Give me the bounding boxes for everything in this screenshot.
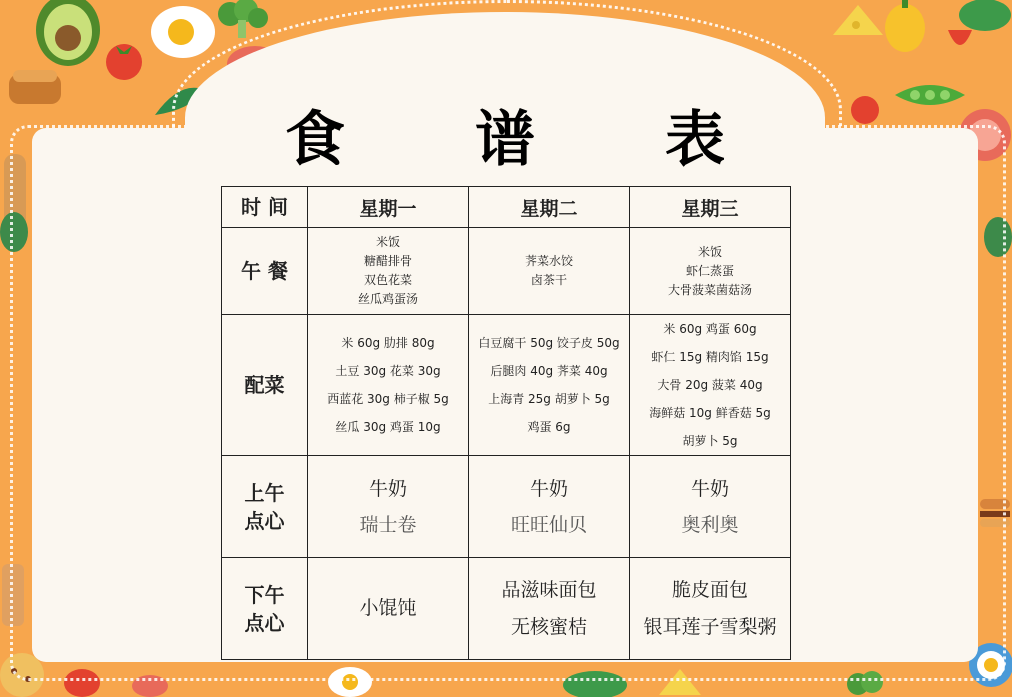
tomato-icon xyxy=(100,38,148,80)
morning-snack-row xyxy=(222,456,791,558)
ingredients-cell xyxy=(308,315,469,456)
label-line: 上午 xyxy=(244,480,285,505)
dish: 虾仁蒸蛋 xyxy=(685,263,734,278)
egg-icon xyxy=(148,2,218,62)
snack-cell xyxy=(630,456,791,558)
dish: 米饭 xyxy=(375,235,400,249)
afternoon-snack-row xyxy=(222,558,791,660)
lunch-cell xyxy=(308,228,469,315)
ingredient-line: 鸡蛋 6g xyxy=(527,420,571,434)
snack-item: 牛奶 xyxy=(690,477,729,500)
ingredient-line: 胡萝卜 5g xyxy=(682,434,738,448)
ingredient-line: 海鲜菇 10g 鲜香菇 5g xyxy=(649,406,771,420)
title-char: 食 xyxy=(285,105,347,175)
ingredient-line: 米 60g 鸡蛋 60g xyxy=(663,322,757,336)
label-line: 点心 xyxy=(244,610,285,635)
snack-item: 奥利奥 xyxy=(681,513,739,536)
time-header: 时 间 xyxy=(222,187,308,228)
ingredient-line: 土豆 30g 花菜 30g xyxy=(335,364,441,378)
lunch-label: 午 餐 xyxy=(222,228,308,315)
header-row xyxy=(222,187,791,228)
dish: 大骨菠菜菌菇汤 xyxy=(667,282,752,297)
day-header: 星期一 xyxy=(308,187,469,228)
snack-cell xyxy=(469,456,630,558)
pepper-icon xyxy=(880,0,930,55)
label-line: 下午 xyxy=(244,582,285,607)
snack-item: 旺旺仙贝 xyxy=(510,513,587,536)
snack-item: 牛奶 xyxy=(529,477,568,500)
ingredients-row xyxy=(222,315,791,456)
ingredient-line: 白豆腐干 50g 饺子皮 50g xyxy=(478,336,620,350)
dish: 卤茶干 xyxy=(530,273,567,287)
lettuce-icon xyxy=(955,0,1012,35)
ingredient-line: 西蓝花 30g 柿子椒 5g xyxy=(327,392,449,406)
snack-cell xyxy=(630,558,791,660)
snack-item: 瑞士卷 xyxy=(359,513,417,536)
dish: 丝瓜鸡蛋汤 xyxy=(357,292,418,306)
dish: 双色花菜 xyxy=(363,273,412,287)
label-line: 点心 xyxy=(244,508,285,533)
dish: 荠菜水饺 xyxy=(524,254,573,268)
title-char: 表 xyxy=(665,105,727,175)
dish: 米饭 xyxy=(697,244,722,259)
snack-item: 小馄饨 xyxy=(359,597,417,619)
snack-item: 银耳莲子雪梨粥 xyxy=(643,615,777,638)
menu-table xyxy=(221,186,791,660)
ingredients-label: 配菜 xyxy=(222,315,308,456)
ingredient-line: 大骨 20g 菠菜 40g xyxy=(657,378,763,392)
snack-item: 无核蜜桔 xyxy=(510,615,587,638)
lunch-row xyxy=(222,228,791,315)
ingredient-line: 虾仁 15g 精肉馅 15g xyxy=(651,350,769,364)
ingredient-line: 丝瓜 30g 鸡蛋 10g xyxy=(335,420,441,434)
ingredients-cell xyxy=(469,315,630,456)
snack-item: 品滋味面包 xyxy=(501,578,597,601)
day-header: 星期三 xyxy=(630,187,791,228)
ingredient-line: 米 60g 肋排 80g xyxy=(341,336,435,350)
dish: 糖醋排骨 xyxy=(363,254,412,268)
cheese-icon xyxy=(828,0,888,40)
ingredients-cell xyxy=(630,315,791,456)
title-char: 谱 xyxy=(475,105,537,175)
snack-item: 脆皮面包 xyxy=(671,578,748,601)
afternoon-snack-label xyxy=(222,558,308,660)
morning-snack-label xyxy=(222,456,308,558)
lunch-cell xyxy=(469,228,630,315)
snack-cell xyxy=(308,558,469,660)
lunch-cell xyxy=(630,228,791,315)
ingredient-line: 上海青 25g 胡萝卜 5g xyxy=(488,392,610,406)
page-title xyxy=(0,92,1012,178)
ingredient-line: 后腿肉 40g 荠菜 40g xyxy=(490,364,608,378)
snack-cell xyxy=(469,558,630,660)
snack-cell xyxy=(308,456,469,558)
day-header: 星期二 xyxy=(469,187,630,228)
snack-item: 牛奶 xyxy=(368,477,407,500)
